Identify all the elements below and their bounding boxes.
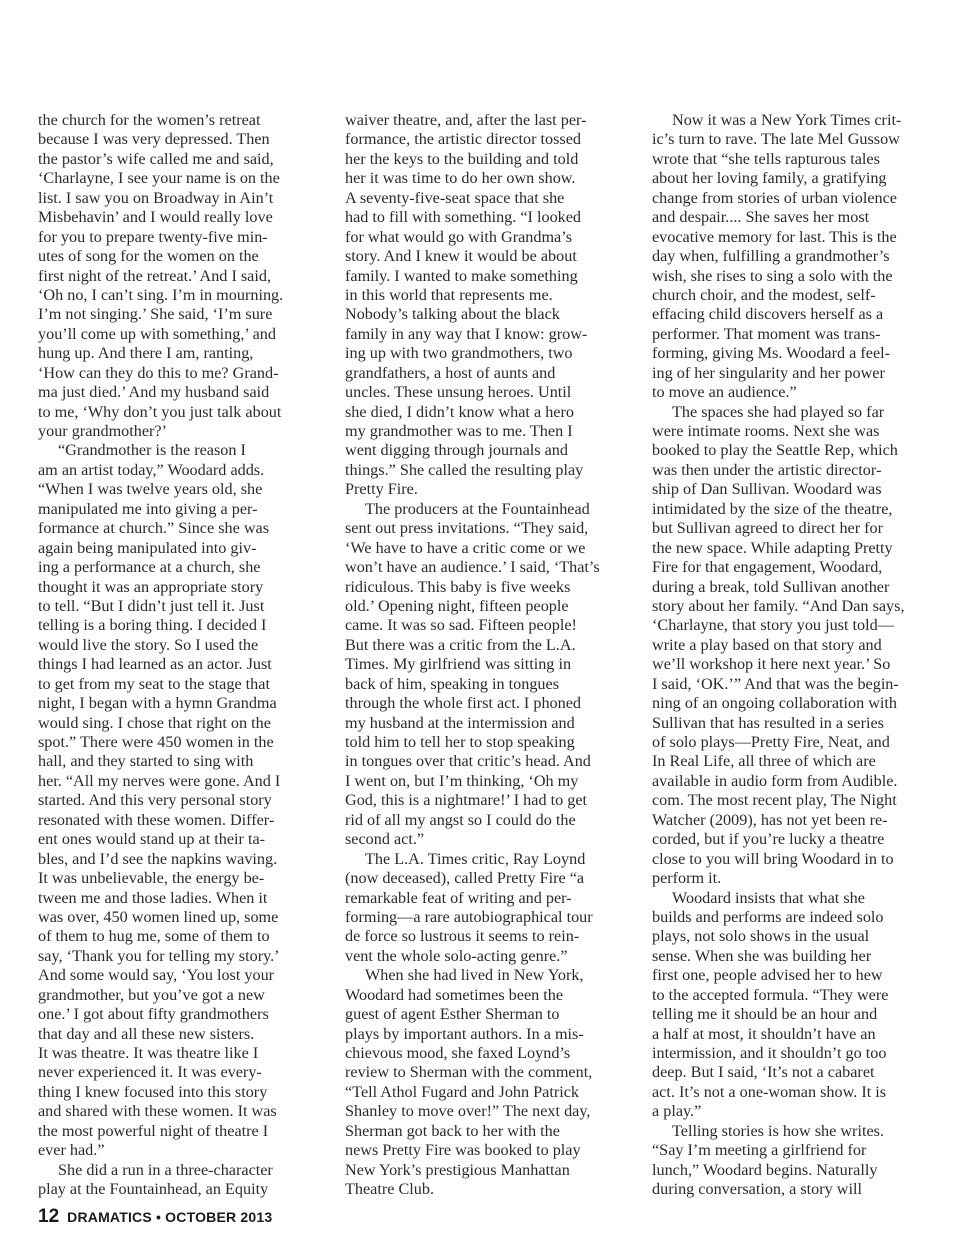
text-line: intermission, and it shouldn’t go too [652,1044,887,1062]
text-line: ‘Charlayne, that story you just told— [652,616,894,635]
text-line: in tongues over that critic’s head. And [345,752,591,771]
text-line: a play.” [652,1102,702,1121]
text-line: day when, fulfilling a grandmother’s [652,247,890,266]
text-line: back of him, speaking in tongues [345,674,559,693]
text-line: ridiculous. This baby is five weeks [345,577,571,596]
text-line: and shared with these women. It was [38,1102,277,1121]
text-line: spot.” There were 450 women in the [38,733,274,751]
text-line: won’t have an audience.’ I said, ‘That’s [345,558,600,577]
text-line: utes of song for the women on the [38,247,259,266]
text-line: builds and performs are indeed solo [652,907,884,926]
text-line: sense. When she was building her [652,946,872,965]
text-line: chievous mood, she faxed Loynd’s [345,1044,571,1062]
text-line: a half at most, it shouldn’t have an [652,1024,876,1043]
text-line: during conversation, a story will [652,1180,862,1199]
text-line: deep. But I said, ‘It’s not a cabaret [652,1063,875,1082]
text-line: to move an audience.” [652,383,797,402]
text-line: remarkable feat of writing and per- [345,888,572,907]
text-line: Watcher (2009), has not yet been re- [652,810,888,829]
text-line: ship of Dan Sullivan. Woodard was [652,480,882,499]
text-line: ing of her singularity and her power [652,363,885,382]
text-line: but Sullivan agreed to direct her for [652,519,884,538]
text-line: ‘Oh no, I can’t sing. I’m in mourning. [38,285,284,304]
text-line: had to fill with something. “I looked [345,208,582,227]
text-line: she died, I didn’t know what a hero [345,402,574,421]
text-line: second act.” [345,830,425,849]
text-line: The L.A. Times critic, Ray Loynd [365,849,586,868]
text-line: of solo plays—Pretty Fire, Neat, and [652,733,890,751]
text-line: my grandmother was to me. Then I [345,422,573,440]
text-line: Nobody’s talking about the black [345,305,560,324]
text-line: “Grandmother is the reason I [58,441,246,460]
text-line: close to you will bring Woodard in to [652,849,894,868]
text-line: A seventy-five-seat space that she [345,188,565,207]
text-line: “When I was twelve years old, she [38,480,263,499]
text-line: story. And I knew it would be about [345,247,577,266]
text-line: ‘Charlayne, I see your name is on the [38,169,280,188]
text-line: in this world that represents me. [345,285,553,304]
text-line: say, ‘Thank you for telling my story.’ [38,946,280,965]
text-line: effacing child discovers herself as a [652,305,884,324]
text-line: ‘We have to have a critic come or we [345,538,586,557]
text-line: night, I began with a hymn Grandma [38,694,277,713]
text-line: Times. My girlfriend was sitting in [345,655,572,674]
text-line: hung up. And there I am, ranting, [38,344,254,363]
text-line: to tell. “But I didn’t just tell it. Just [38,596,265,615]
text-line: uncles. These unsung heroes. Until [345,383,572,402]
text-line: Shanley to move over!” The next day, [345,1102,591,1121]
text-line: But there was a critic from the L.A. [345,635,576,654]
text-line: of them to hug me, some of them to [38,927,270,946]
text-line: news Pretty Fire was booked to play [345,1141,581,1160]
text-line: went digging through journals and [345,441,568,460]
text-line: ic’s turn to rave. The late Mel Gussow [652,130,900,149]
text-line: grandfathers, a host of aunts and [345,363,556,382]
text-line: review to Sherman with the comment, [345,1063,593,1082]
text-line: was then under the artistic director- [652,460,882,479]
text-line: New York’s prestigious Manhattan [345,1160,570,1179]
text-line: church choir, and the modest, self- [652,285,876,304]
text-line: sent out press invitations. “They said, [345,519,589,538]
text-line: was over, 450 women lined up, some [38,907,279,926]
text-line: for you to prepare twenty-five min- [38,227,268,246]
article-column-1 [38,111,310,1200]
text-line: (now deceased), called Pretty Fire “a [345,869,585,888]
text-line: guest of agent Esther Sherman to [345,1005,560,1024]
text-line: In Real Life, all three of which are [652,752,876,771]
text-line: first one, people advised her to hew [652,966,883,985]
text-line: your grandmother?’ [38,422,168,440]
text-line: told him to tell her to stop speaking [345,733,575,751]
text-line: old.’ Opening night, fifteen people [345,596,569,615]
text-line: thing I knew focused into this story [38,1082,268,1101]
text-line: She did a run in a three-character [58,1160,273,1179]
text-line: The spaces she had played so far [672,402,885,421]
text-line: Woodard had sometimes been the [345,985,564,1004]
text-line: Now it was a New York Times crit- [672,111,902,129]
text-line: bles, and I’d see the napkins waving. [38,849,278,868]
text-line: ent ones would stand up at their ta- [38,830,266,849]
text-line: I went on, but I’m thinking, ‘Oh my [345,771,579,790]
text-line: the most powerful night of theatre I [38,1121,269,1140]
text-line: grandmother, but you’ve got a new [38,985,265,1004]
text-line: and despair.... She saves her most [652,208,870,227]
text-line: one.’ I got about fifty grandmothers [38,1005,269,1024]
text-line: the pastor’s wife called me and said, [38,149,274,168]
text-line: The producers at the Fountainhead [365,499,590,518]
magazine-issue: DRAMATICS • OCTOBER 2013 [67,1209,273,1225]
text-line: her. “All my nerves were gone. And I [38,771,281,790]
text-line: Pretty Fire. [345,480,418,499]
text-line: list. I saw you on Broadway in Ain’t [38,188,274,207]
text-line: plays by important authors. In a mis- [345,1024,584,1043]
text-line: And some would say, ‘You lost your [38,966,275,985]
text-line: to the accepted formula. “They were [652,985,889,1004]
text-line: It was theatre. It was theatre like I [38,1044,259,1062]
text-line: plays, not solo shows in the usual [652,927,870,946]
text-line: Telling stories is how she writes. [672,1121,884,1140]
text-line: telling is a boring thing. I decided I [38,616,267,635]
text-line: forming—a rare autobiographical tour [345,907,593,926]
article-column-2 [345,111,617,1200]
text-line: we’ll workshop it here next year.’ So [652,655,891,674]
text-line: When she had lived in New York, [365,966,584,985]
text-line: booked to play the Seattle Rep, which [652,441,898,460]
text-line: intimidated by the size of the theatre, [652,499,893,518]
text-line: would sing. I chose that right on the [38,713,271,732]
text-line: rid of all my angst so I could do the [345,810,576,829]
text-line: Sullivan that has resulted in a series [652,713,884,732]
text-line: change from stories of urban violence [652,188,897,207]
text-line: hall, and they started to sing with [38,752,254,771]
text-line: ever had.” [38,1141,105,1160]
text-line: God, this is a nightmare!’ I had to get [345,791,588,810]
text-line: corded, but if you’re lucky a theatre [652,830,885,849]
text-line: came. It was so sad. Fifteen people! [345,616,577,635]
text-line: act. It’s not a one-woman show. It is [652,1082,887,1101]
text-line: story about her family. “And Dan says, [652,596,905,615]
text-line: the church for the women’s retreat [38,111,261,129]
text-line: de force so lustrous it seems to rein- [345,927,580,946]
page-footer [38,1206,272,1228]
text-line: Misbehavin’ and I would really love [38,208,273,227]
page-number: 12 [38,1206,60,1227]
text-line: perform it. [652,869,722,888]
text-line: ning of an ongoing collaboration with [652,694,898,713]
text-line: her the keys to the building and told [345,149,579,168]
text-line: things.” She called the resulting play [345,460,584,479]
text-line: to me, ‘Why don’t you just talk about [38,402,282,421]
text-line: telling me it should be an hour and [652,1005,878,1024]
text-line: ma just died.’ And my husband said [38,383,270,402]
text-line: Woodard insists that what she [672,888,865,907]
text-line: Fire for that engagement, Woodard, [652,558,883,577]
text-line: manipulated me into giving a per- [38,499,258,518]
text-line: com. The most recent play, The Night [652,791,897,810]
text-line: I’m not singing.’ She said, ‘I’m sure [38,305,273,324]
text-line: formance at church.” Since she was [38,519,270,538]
text-line: her it was time to do her own show. [345,169,576,188]
text-line: family. I wanted to make something [345,266,578,285]
text-line: am an artist today,” Woodard adds. [38,460,265,479]
text-line: It was unbelievable, the energy be- [38,869,265,888]
text-line: “Tell Athol Fugard and John Patrick [345,1082,579,1101]
text-line: through the whole first act. I phoned [345,694,582,713]
text-line: Sherman got back to her with the [345,1121,560,1140]
text-line: play at the Fountainhead, an Equity [38,1180,269,1199]
article-column-3 [652,111,924,1200]
text-line: Theatre Club. [345,1180,434,1199]
text-line: ‘How can they do this to me? Grand- [38,363,279,382]
text-line: evocative memory for last. This is the [652,227,897,246]
text-line: started. And this very personal story [38,791,272,810]
text-line: about her loving family, a gratifying [652,169,887,188]
text-line: family in any way that I know: grow- [345,324,588,343]
text-line: because I was very depressed. Then [38,130,270,149]
text-line: never experienced it. It was every- [38,1063,262,1082]
text-line: my husband at the intermission and [345,713,575,732]
text-line: would live the story. So I used the [38,635,259,654]
text-line: again being manipulated into giv- [38,538,257,557]
text-line: available in audio form from Audible. [652,771,898,790]
text-line: during a break, told Sullivan another [652,577,890,596]
text-line: write a play based on that story and [652,635,882,654]
text-line: that day and all these new sisters. [38,1024,255,1043]
text-line: waiver theatre, and, after the last per- [345,111,587,129]
text-line: the new space. While adapting Pretty [652,538,893,557]
text-line: vent the whole solo-acting genre.” [345,946,568,965]
text-line: ing up with two grandmothers, two [345,344,573,363]
text-line: you’ll come up with something,’ and [38,324,276,343]
text-line: resonated with these women. Differ- [38,810,275,829]
text-line: wish, she rises to sing a solo with the [652,266,893,285]
text-line: wrote that “she tells rapturous tales [652,149,880,168]
text-line: I said, ‘OK.’” And that was the begin- [652,674,899,693]
text-line: formance, the artistic director tossed [345,130,581,149]
text-line: for what would go with Grandma’s [345,227,573,246]
text-line: things I had learned as an actor. Just [38,655,272,674]
text-line: performer. That moment was trans- [652,324,881,343]
text-line: were intimate rooms. Next she was [652,422,880,440]
text-line: to get from my seat to the stage that [38,674,270,693]
text-line: lunch,” Woodard begins. Naturally [652,1160,878,1179]
text-line: ing a performance at a church, she [38,558,261,577]
text-line: thought it was an appropriate story [38,577,264,596]
text-line: tween me and those ladies. When it [38,888,268,907]
text-line: forming, giving Ms. Woodard a feel- [652,344,891,363]
text-line: “Say I’m meeting a girlfriend for [652,1141,867,1160]
text-line: first night of the retreat.’ And I said, [38,266,272,285]
